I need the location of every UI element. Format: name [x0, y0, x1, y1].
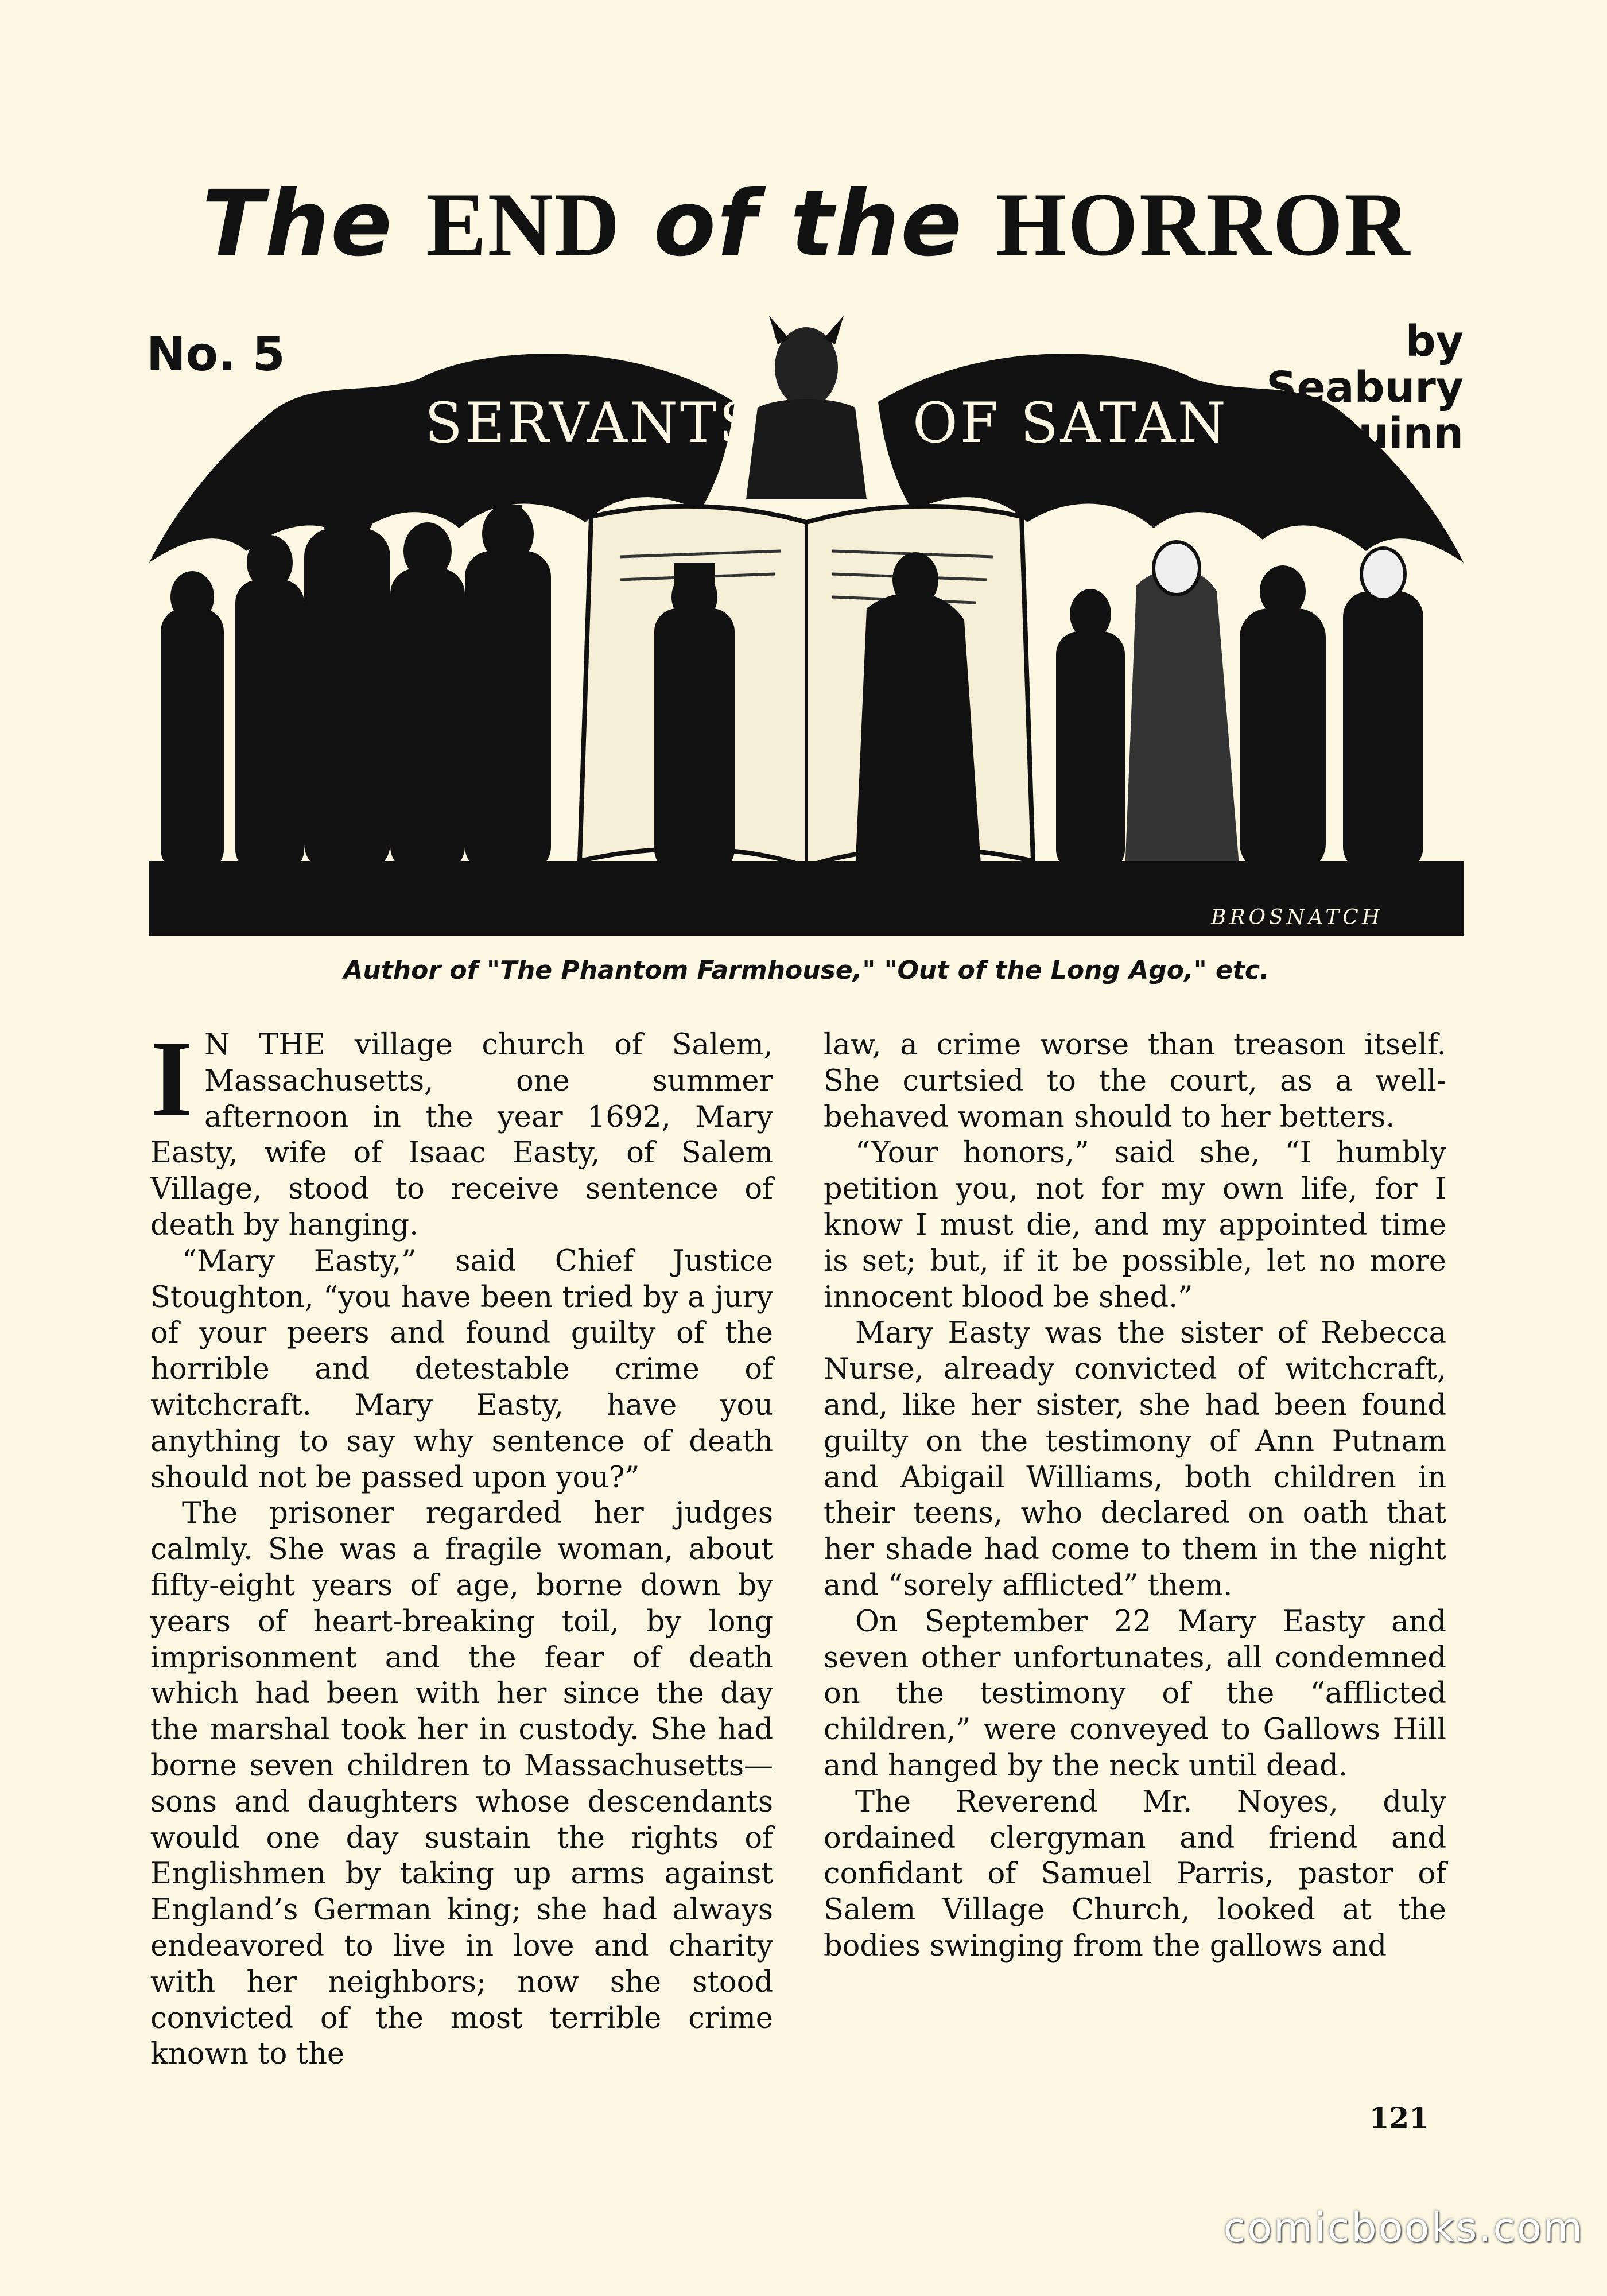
crowd-right — [1056, 542, 1423, 872]
title-word-end: END — [426, 174, 621, 275]
paragraph: “Your honors,” said she, “I humbly petition you, not for my own life, for I know I must die, and my appointed time is set; but, if it be possible, let no more innocent blood be shed.” — [824, 1136, 1446, 1314]
artist-signature: BROSNATCH — [1211, 906, 1384, 929]
paragraph — [150, 1019, 773, 1244]
drop-cap: I — [150, 1019, 193, 1139]
site-watermark: comicbooks.com — [1223, 2204, 1584, 2251]
byline — [1222, 319, 1464, 456]
author-credit: Author of "The Phantom Farmhouse," "Out of the Long Ago," etc. — [343, 956, 1270, 985]
byline-line1: by Seabury — [1266, 317, 1464, 412]
byline-line2: Quinn — [1322, 409, 1464, 458]
page-number: 121 — [1369, 2101, 1429, 2135]
title-word-the2: the — [790, 171, 964, 277]
title-word-of: of — [653, 171, 758, 277]
banner-of-satan: OF SATAN — [913, 391, 1228, 455]
story-title — [155, 172, 1458, 277]
article-column-left — [150, 1019, 773, 2073]
paragraph: On September 22 Mary Easty and seven other unfortunates, all condemned on the testimony of the “afflicted children,” were conveyed to Gallows Hill and hanged by the neck until dead. — [824, 1604, 1446, 1783]
paragraph: The prisoner regarded her judges calmly. She was a fragile woman, about fifty-eight years of age, borne down by years of heart-breaking toil, by long imprisonment and the fear of death which had been with her since the day the marshal took her in custody. She had borne seven children to Massachusetts—sons and daughters whose descendants would one day sustain the rights of Englishmen by taking up arms against England’s German king; she had always endeavored to live in love and charity with her neighbors; now she stood convicted of the most terrible crime known to the — [150, 1496, 773, 2072]
title-word-the: The — [201, 171, 394, 277]
paragraph: Mary Easty was the sister of Rebecca Nurse, already convicted of witchcraft, and, like her sister, she had been found guilty on the testimony of Ann Putnam and Abigail Williams, both children in their teens, who declared on oath that her shade had come to them in the night and “sorely afflicted” them. — [824, 1316, 1446, 1603]
paragraph: “Mary Easty,” said Chief Justice Stoughton, “you have been tried by a jury of your peers and found guilty of the horrible and detestable crime of witchcraft. Mary Easty, have you anything to say why sentence of death should not be passed upon you?” — [150, 1244, 773, 1495]
title-word-horror: HORROR — [996, 174, 1411, 275]
paragraph: The Reverend Mr. Noyes, duly ordained clergyman and friend and confidant of Samuel Parris, pastor of Salem Village Church, looked at the bodies swinging from the gallows and — [824, 1785, 1446, 1963]
paragraph-text: N THE village church of Salem, Massachusetts, one summer afternoon in the year 1692, Mary Easty, wife of Isaac Easty, of Salem Village, stood to receive sentence of death by hanging. — [150, 1028, 773, 1242]
series-number: No. 5 — [146, 327, 285, 382]
paragraph: law, a crime worse than treason itself. She curtsied to the court, as a well-behaved woman should to her betters. — [824, 1028, 1446, 1134]
banner-servants: SERVANTS — [425, 391, 759, 455]
devil-body — [746, 399, 867, 499]
article-column-right — [824, 1027, 1446, 1965]
